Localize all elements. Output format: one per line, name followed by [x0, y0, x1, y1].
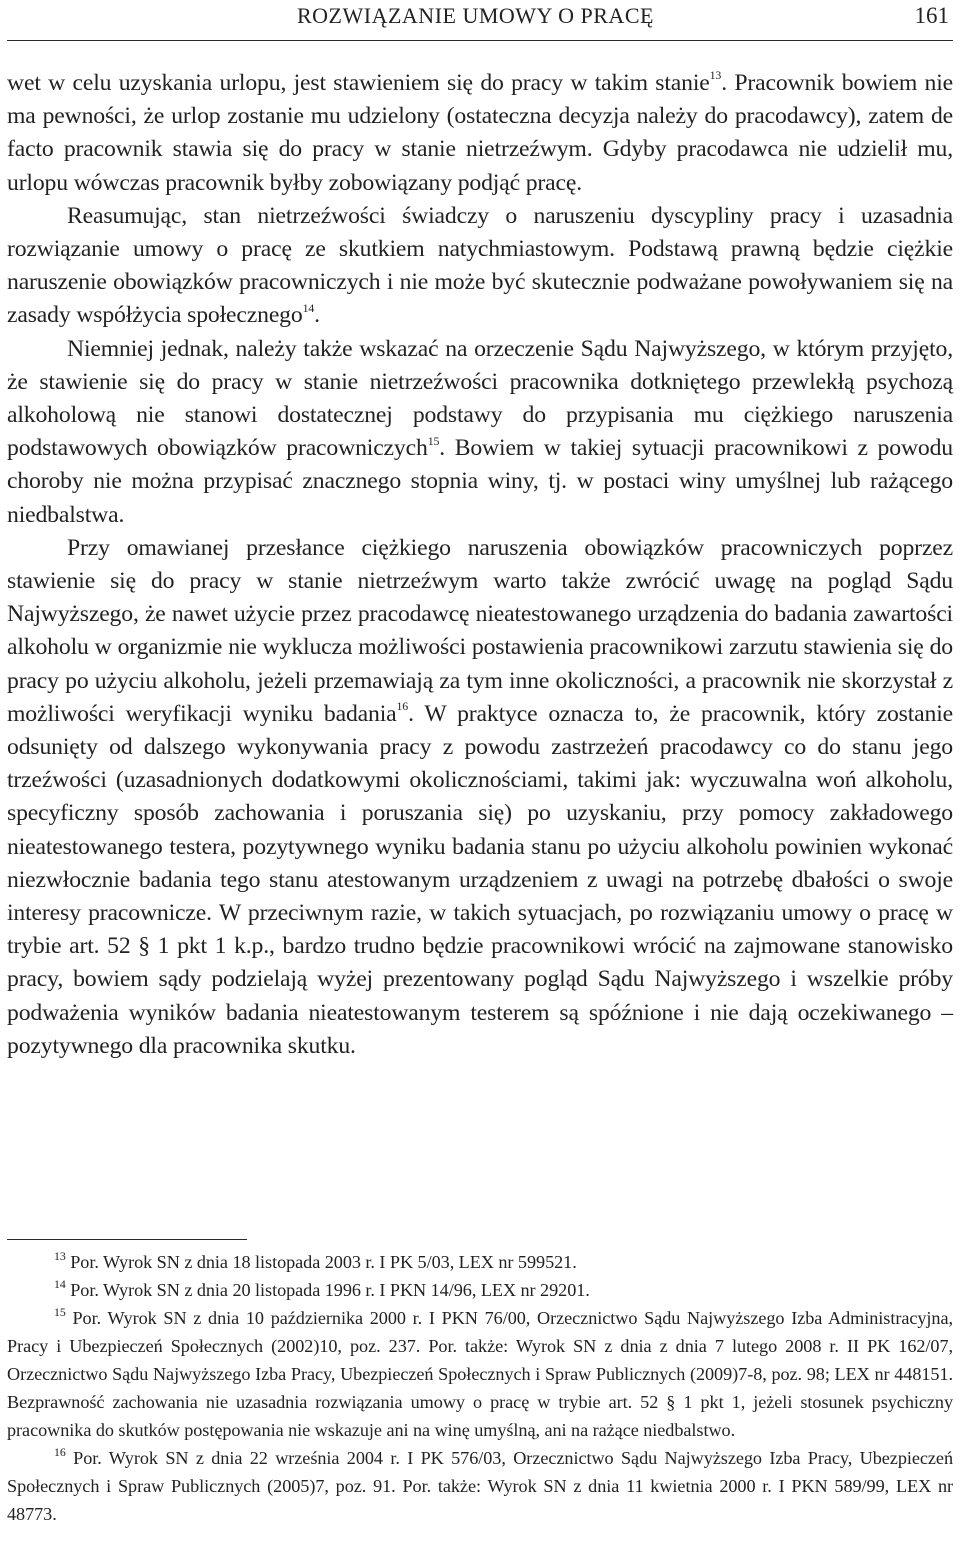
footnote-number: 15 [54, 1305, 66, 1320]
footnote [7, 1248, 953, 1276]
body-text [7, 67, 953, 1063]
footnote-ref-13[interactable]: 13 [709, 68, 722, 83]
paragraph-text: Niemniej jednak, należy także wskazać na orzeczenie Sądu Najwyższego, w którym przyjęto, że stawienie się do pracy w stanie nietrzeźwości pracownika dotkniętego przewlekłą psychozą alkoholową nie stanowi dostatecznej podstawy do przypisania mu ciężkiego naruszenia podstawowych obowiązków pracowniczych [7, 335, 953, 462]
paragraph-continued [7, 67, 953, 200]
paragraph-text: . Pracownik bowiem nie ma pewności, że urlop zostanie mu udzielony (ostateczna decyzja należy do pracodawcy), zatem de facto pracownik stawia się do pracy w stanie nietrzeźwym. Gdyby pracodawca nie udzielił mu, urlopu wówczas pracownik byłby zobowiązany podjąć pracę. [7, 70, 953, 196]
footnote-ref-14[interactable]: 14 [302, 300, 315, 315]
paragraph-text: . Bowiem w takiej sytuacji pracownikowi z powodu choroby nie można przypisać znacznego stopnia winy, tj. w postaci winy umyślnej lub rażącego niedbalstwa. [7, 435, 953, 528]
footnote-text: Por. Wyrok SN z dnia 10 października 2000 r. I PKN 76/00, Orzecznictwo Sądu Najwyższego Izba Administracyjna, Pracy i Ubezpieczeń Społecznych (2002)10, poz. 237. Por. także: Wyrok SN z dnia z dnia 7 lutego 2008 r. II PK 162/07, Orzecznictwo Sądu Najwyższego Izba Pracy, Ubezpieczeń Społecznych i Spraw Publicznych (2009)7-8, poz. 98; LEX nr 448151. Bezprawność zachowania nie uzasadnia rozwiązania umowy o pracę w trybie art. 52 § 1 pkt 1, jeżeli stosunek psychiczny pracownika do skutków postępowania nie wskazuje ani na winę umyślną, ani na rażące niedbalstwo. [7, 1308, 953, 1440]
paragraph-text: wet w celu uzyskania urlopu, jest stawieniem się do pracy w takim stanie [7, 70, 710, 96]
page-number: 161 [914, 3, 949, 28]
paragraph-text: . [314, 302, 320, 329]
footnotes [7, 1248, 953, 1528]
paragraph-text: Przy omawianej przesłance ciężkiego naruszenia obowiązków pracowniczych poprzez stawienie się do pracy w stanie nietrzeźwym warto także zwrócić uwagę na pogląd Sądu Najwyższego, że nawet użycie przez pracodawcę nieatestowanego urządzenia do badania zawartości alkoholu w organizmie nie wyklucza możliwości postawienia pracownikowi zarzutu stawienia się do pracy po użyciu alkoholu, jeżeli przemawiają za tym inne okoliczności, a pracownik nie skorzystał z możliwości weryfikacji wyniku badania [7, 534, 953, 727]
footnote-number: 14 [54, 1277, 66, 1292]
running-title: ROZWIĄZANIE UMOWY O PRACĘ [297, 3, 654, 28]
footnote-ref-15[interactable]: 15 [427, 433, 440, 448]
running-header [7, 0, 953, 41]
footnote-text: Por. Wyrok SN z dnia 20 listopada 1996 r. I PKN 14/96, LEX nr 29201. [70, 1280, 590, 1300]
footnote-ref-16[interactable]: 16 [396, 699, 409, 714]
document-page [7, 0, 953, 1563]
paragraph-text: . W praktyce oznacza to, że pracownik, który zostanie odsunięty od dalszego wykonywania pracy z powodu zastrzeżeń pracodawcy co do stanu jego trzeźwości (uzasadnionych dodatkowymi okolicznościami, takimi jak: wyczuwalna woń alkoholu, specyficzny sposób zachowania i poruszania się) po uzyskaniu, przy pomocy zakładowego nieatestowanego testera, pozytywnego wyniku badania stanu po użyciu alkoholu powinien wykonać niezwłocznie badania tego stanu atestowanym urządzeniem z uwagi na potrzebę dbałości o swoje interesy pracownicze. W przeciwnym razie, w takich sytuacjach, po rozwiązaniu umowy o pracę w trybie art. 52 § 1 pkt 1 k.p., bardzo trudno będzie pracownikowi wrócić na zajmowane stanowisko pracy, bowiem sądy podzielają wyżej prezentowany pogląd Sądu Najwyższego i wszelkie próby podważenia wyników badania nieatestowanym testerem są spóźnione i nie dają oczekiwanego – pozytywnego dla pracownika skutku. [7, 700, 954, 1059]
paragraph [7, 532, 953, 1063]
footnote-text: Por. Wyrok SN z dnia 22 września 2004 r. I PK 576/03, Orzecznictwo Sądu Najwyższego Izba Pracy, Ubezpieczeń Społecznych i Spraw Publicznych (2005)7, poz. 91. Por. także: Wyrok SN z dnia 11 kwietnia 2000 r. I PKN 589/99, LEX nr 48773. [7, 1448, 954, 1524]
paragraph [7, 333, 953, 532]
footnote-number: 13 [54, 1249, 66, 1264]
paragraph [7, 200, 953, 333]
footnote [7, 1304, 953, 1444]
footnote-text: Por. Wyrok SN z dnia 18 listopada 2003 r. I PK 5/03, LEX nr 599521. [70, 1252, 577, 1272]
footnote [7, 1444, 953, 1528]
paragraph-text: Reasumując, stan nietrzeźwości świadczy o naruszeniu dyscypliny pracy i uzasadnia rozwiązanie umowy o pracę ze skutkiem natychmiastowym. Podstawą prawną będzie ciężkie naruszenie obowiązków pracowniczych i nie może być skutecznie podważane powoływaniem się na zasady współżycia społecznego [7, 202, 953, 329]
footnote [7, 1276, 953, 1304]
footnote-number: 16 [54, 1445, 66, 1460]
footnote-separator [7, 1239, 247, 1240]
